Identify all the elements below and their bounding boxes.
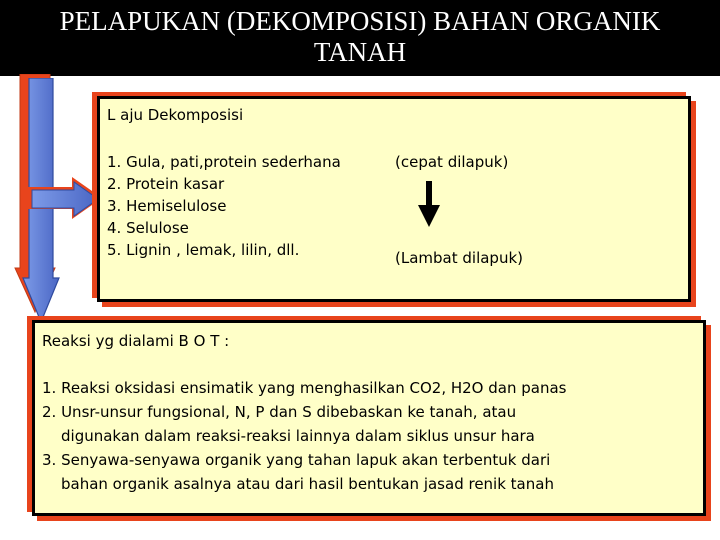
list-item: 2. Protein kasar	[107, 175, 225, 193]
list-item: 3. Senyawa-senyawa organik yang tahan lapuk akan terbentuk dari	[42, 451, 551, 469]
reactions-heading: Reaksi yg dialami B O T :	[42, 332, 230, 350]
down-arrow-icon	[418, 181, 440, 227]
right-arrow-icon	[26, 175, 106, 221]
slide-title	[0, 0, 720, 76]
list-item: 4. Selulose	[107, 219, 189, 237]
list-item: digunakan dalam reaksi-reaksi lainnya dalam siklus unsur hara	[61, 427, 535, 445]
list-item: bahan organik asalnya atau dari hasil bentukan jasad renik tanah	[61, 475, 554, 493]
title-line-1: PELAPUKAN (DEKOMPOSISI) BAHAN ORGANIK	[59, 6, 661, 36]
list-item: 1. Reaksi oksidasi ensimatik yang menghasilkan CO2, H2O dan panas	[42, 379, 567, 397]
list-item: 2. Unsr-unsur fungsional, N, P dan S dibebaskan ke tanah, atau	[42, 403, 517, 421]
decomposition-heading: L aju Dekomposisi	[107, 106, 244, 124]
decomposition-box	[97, 96, 691, 302]
reactions-list	[42, 376, 566, 496]
fast-decomposition-label: (cepat dilapuk)	[395, 153, 509, 171]
reactions-box	[32, 320, 706, 516]
decomposition-list	[107, 151, 341, 261]
list-item: 3. Hemiselulose	[107, 197, 227, 215]
list-item: 1. Gula, pati,protein sederhana	[107, 153, 341, 171]
slow-decomposition-label: (Lambat dilapuk)	[395, 249, 523, 267]
title-line-2: TANAH	[313, 37, 407, 67]
list-item: 5. Lignin , lemak, lilin, dll.	[107, 241, 300, 259]
